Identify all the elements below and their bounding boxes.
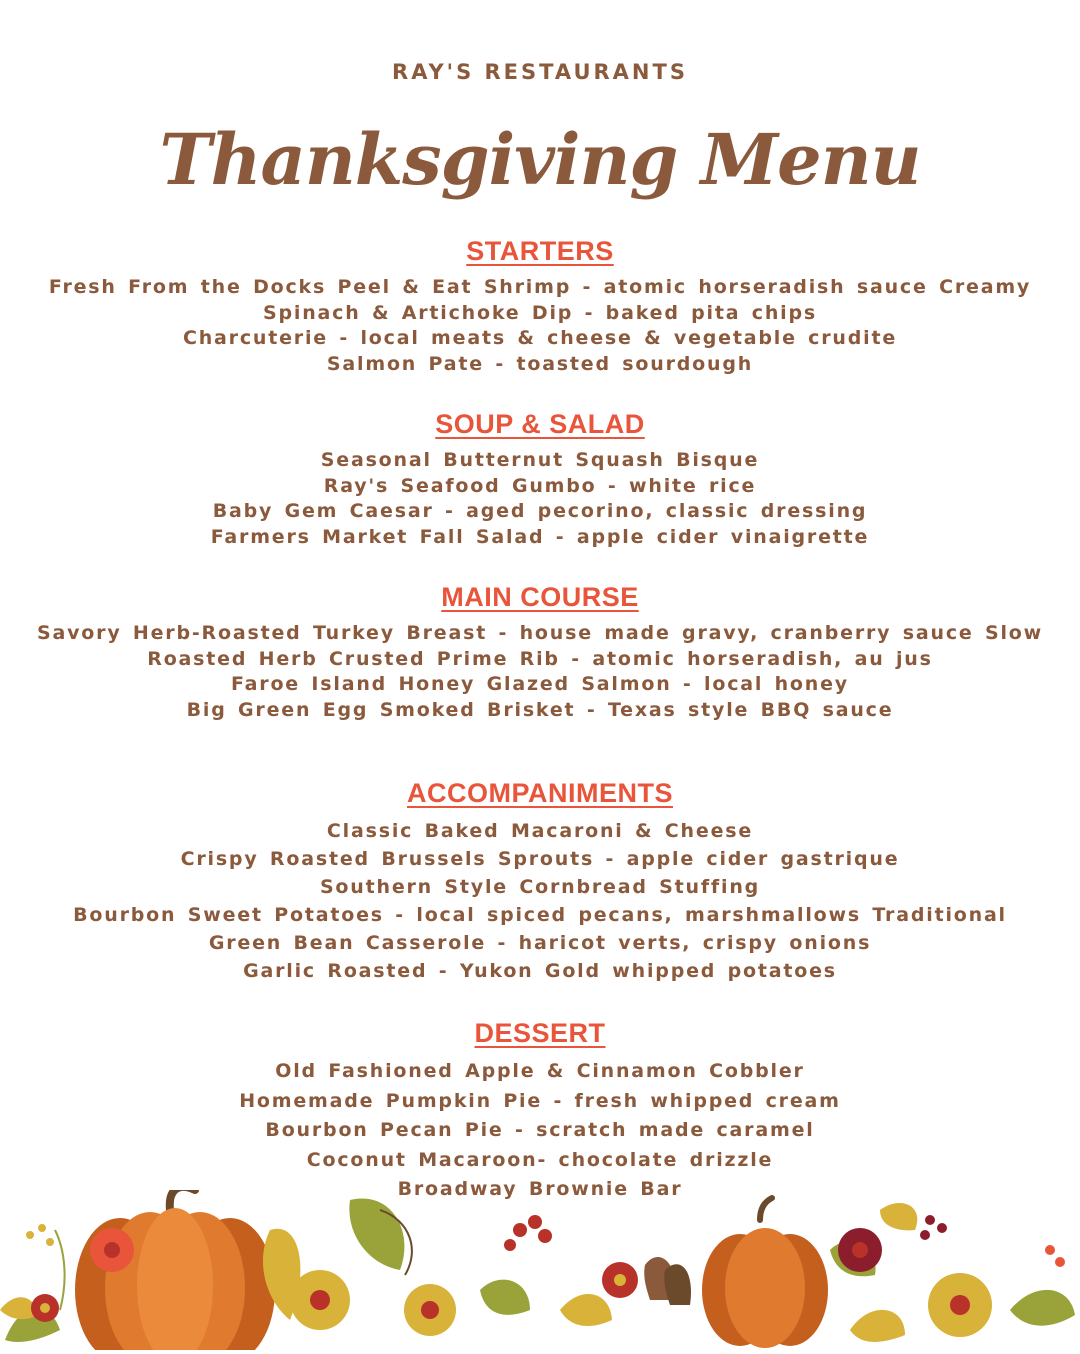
restaurant-name: RAY'S RESTAURANTS — [392, 60, 688, 84]
menu-item: Coconut Macaroon- chocolate drizzle — [306, 1148, 774, 1171]
menu-item: Salmon Pate - toasted sourdough — [326, 352, 754, 375]
autumn-border — [0, 1190, 1080, 1350]
menu-item: Spinach & Artichoke Dip - baked pita chips — [263, 301, 817, 324]
leaf-icon — [480, 1280, 612, 1326]
section-heading-soup-salad: SOUP & SALAD — [435, 409, 645, 439]
menu-list-main-course — [0, 621, 1080, 723]
section-heading-starters: STARTERS — [466, 236, 614, 266]
menu-item: Green Bean Casserole - haricot verts, crispy onions — [208, 932, 872, 954]
section-heading-accompaniments: ACCOMPANIMENTS — [407, 778, 673, 808]
flower-icon — [90, 1228, 134, 1272]
menu-item: Broadway Brownie Bar — [397, 1178, 683, 1200]
menu-item: Savory Herb-Roasted Turkey Breast - house made gravy, cranberry sauce Slow — [37, 622, 1043, 644]
menu-item: Bourbon Pecan Pie - scratch made caramel — [265, 1119, 815, 1141]
berry-icon — [504, 1215, 552, 1251]
menu-item: Ray's Seafood Gumbo - white rice — [323, 474, 757, 497]
section-main-course — [0, 582, 1080, 723]
menu-list-accompaniments — [0, 817, 1080, 985]
menu-list-soup-salad — [0, 448, 1080, 550]
pumpkin-icon — [702, 1198, 828, 1348]
menu-item: Garlic Roasted - Yukon Gold whipped potatoes — [243, 960, 837, 982]
section-starters — [0, 236, 1080, 377]
menu-item: Southern Style Cornbread Stuffing — [319, 876, 761, 898]
menu-item: Roasted Herb Crusted Prime Rib - atomic horseradish, au jus — [147, 647, 933, 670]
menu-item: Bourbon Sweet Potatoes - local spiced pecans, marshmallows Traditional — [73, 904, 1007, 926]
berry-icon — [920, 1215, 1065, 1267]
flower-icon — [31, 1294, 59, 1322]
section-soup-salad — [0, 409, 1080, 550]
menu-item: Charcuterie - local meats & cheese & vegetable crudite — [182, 327, 898, 349]
flower-icon — [290, 1270, 456, 1336]
menu-item: Homemade Pumpkin Pie - fresh whipped cream — [239, 1089, 841, 1112]
menu-item: Classic Baked Macaroni & Cheese — [326, 820, 754, 842]
menu-item: Faroe Island Honey Glazed Salmon - local honey — [231, 673, 849, 695]
menu-item: Crispy Roasted Brussels Sprouts - apple cider gastrique — [180, 848, 900, 870]
menu-list-dessert — [0, 1057, 1080, 1205]
section-accompaniments — [0, 778, 1080, 985]
menu-title: Thanksgiving Menu — [159, 118, 921, 201]
menu-item: Fresh From the Docks Peel & Eat Shrimp - atomic horseradish sauce Creamy — [48, 276, 1032, 298]
flower-icon — [602, 1262, 638, 1298]
section-heading-dessert: DESSERT — [474, 1018, 606, 1048]
menu-item: Old Fashioned Apple & Cinnamon Cobbler — [275, 1060, 805, 1082]
menu-item: Farmers Market Fall Salad - apple cider vinaigrette — [210, 525, 870, 548]
section-dessert — [0, 1018, 1080, 1205]
menu-item: Big Green Egg Smoked Brisket - Texas style BBQ sauce — [186, 698, 894, 721]
acorn-icon — [644, 1257, 691, 1305]
menu-list-starters — [0, 275, 1080, 377]
section-heading-main-course: MAIN COURSE — [441, 582, 639, 612]
menu-item: Seasonal Butternut Squash Bisque — [320, 449, 760, 471]
menu-item: Baby Gem Caesar - aged pecorino, classic dressing — [212, 500, 868, 522]
